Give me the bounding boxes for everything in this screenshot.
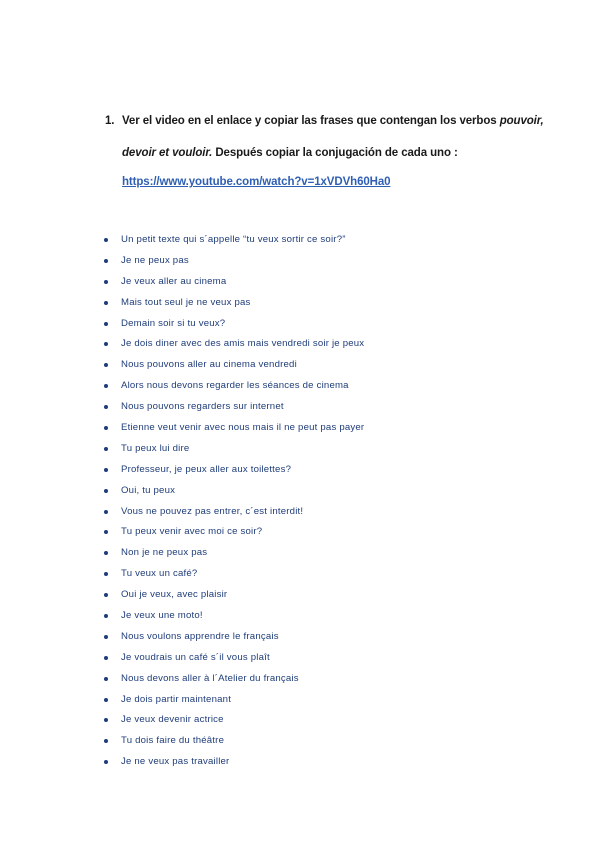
sentence-text: Non je ne peux pas bbox=[121, 547, 208, 559]
bullet-icon bbox=[104, 405, 108, 409]
sentence-text: Je dois diner avec des amis mais vendredi soir je peux bbox=[121, 338, 365, 350]
sentence-text: Demain soir si tu veux? bbox=[121, 317, 226, 329]
bullet-icon bbox=[104, 301, 108, 305]
bullet-icon bbox=[104, 259, 108, 263]
question-text-1: Ver el video en el enlace y copiar las frases que contengan los verbos bbox=[122, 115, 500, 127]
sentence-text: Je veux aller au cinema bbox=[121, 275, 227, 287]
sentence-text: Tu veux un café? bbox=[121, 568, 198, 580]
sentence-text: Oui, tu peux bbox=[121, 484, 176, 496]
sentence-text: Etienne veut venir avec nous mais il ne peut pas payer bbox=[121, 422, 365, 434]
sentence-text: Vous ne pouvez pas entrer, c´est interdit! bbox=[121, 505, 304, 517]
sentence-text: Je veux devenir actrice bbox=[121, 714, 224, 726]
bullet-icon bbox=[104, 760, 108, 764]
sentence-text: Je voudrais un café s´il vous plaît bbox=[121, 651, 270, 663]
bullet-icon bbox=[104, 572, 108, 576]
bullet-icon bbox=[104, 656, 108, 660]
sentence-text: Je dois partir maintenant bbox=[121, 693, 232, 705]
sentence-text: Je ne peux pas bbox=[121, 254, 189, 266]
bullet-icon bbox=[104, 510, 108, 514]
sentence-text: Mais tout seul je ne veux pas bbox=[121, 296, 251, 308]
question-verb-pouvoir: pouvoir, bbox=[499, 115, 544, 127]
youtube-link[interactable]: https://www.youtube.com/watch?v=1xVDVh60Ha0 bbox=[122, 176, 391, 188]
bullet-icon bbox=[104, 718, 108, 722]
bullet-icon bbox=[104, 342, 108, 346]
question-verbs-devoir-vouloir: devoir et vouloir. bbox=[122, 147, 213, 159]
bullet-icon bbox=[104, 739, 108, 743]
bullet-icon bbox=[104, 593, 108, 597]
bullet-icon bbox=[104, 698, 108, 702]
question-number: 1. bbox=[105, 115, 115, 127]
sentence-text: Nous pouvons regarders sur internet bbox=[121, 401, 284, 413]
sentence-text: Nous devons aller à l´Atelier du français bbox=[121, 672, 299, 684]
sentence-text: Professeur, je peux aller aux toilettes? bbox=[121, 463, 292, 475]
bullet-icon bbox=[104, 426, 108, 430]
bullet-icon bbox=[104, 363, 108, 367]
question-line-1 bbox=[122, 115, 544, 127]
sentence-text: Tu peux lui dire bbox=[121, 442, 190, 454]
bullet-icon bbox=[104, 238, 108, 242]
question-line-2 bbox=[122, 147, 458, 159]
bullet-icon bbox=[104, 530, 108, 534]
sentence-text: Un petit texte qui s´appelle “tu veux sortir ce soir?” bbox=[121, 234, 346, 245]
sentence-text: Tu dois faire du théâtre bbox=[121, 735, 225, 747]
sentence-text: Tu peux venir avec moi ce soir? bbox=[121, 526, 263, 538]
sentence-text: Alors nous devons regarder les séances de cinema bbox=[121, 380, 349, 392]
bullet-icon bbox=[104, 322, 108, 326]
sentence-text: Je ne veux pas travailler bbox=[121, 756, 230, 768]
bullet-icon bbox=[104, 677, 108, 681]
sentence-text: Nous voulons apprendre le français bbox=[121, 630, 279, 642]
bullet-icon bbox=[104, 614, 108, 618]
sentence-text: Nous pouvons aller au cinema vendredi bbox=[121, 359, 297, 371]
sentence-text: Je veux une moto! bbox=[121, 610, 203, 622]
bullet-icon bbox=[104, 635, 108, 639]
bullet-icon bbox=[104, 280, 108, 284]
sentence-text: Oui je veux, avec plaisir bbox=[121, 589, 228, 601]
bullet-icon bbox=[104, 384, 108, 388]
bullet-icon bbox=[104, 489, 108, 493]
question-text-2: Después copiar la conjugación de cada uno : bbox=[212, 147, 458, 159]
bullet-icon bbox=[104, 551, 108, 555]
bullet-icon bbox=[104, 447, 108, 451]
bullet-icon bbox=[104, 468, 108, 472]
